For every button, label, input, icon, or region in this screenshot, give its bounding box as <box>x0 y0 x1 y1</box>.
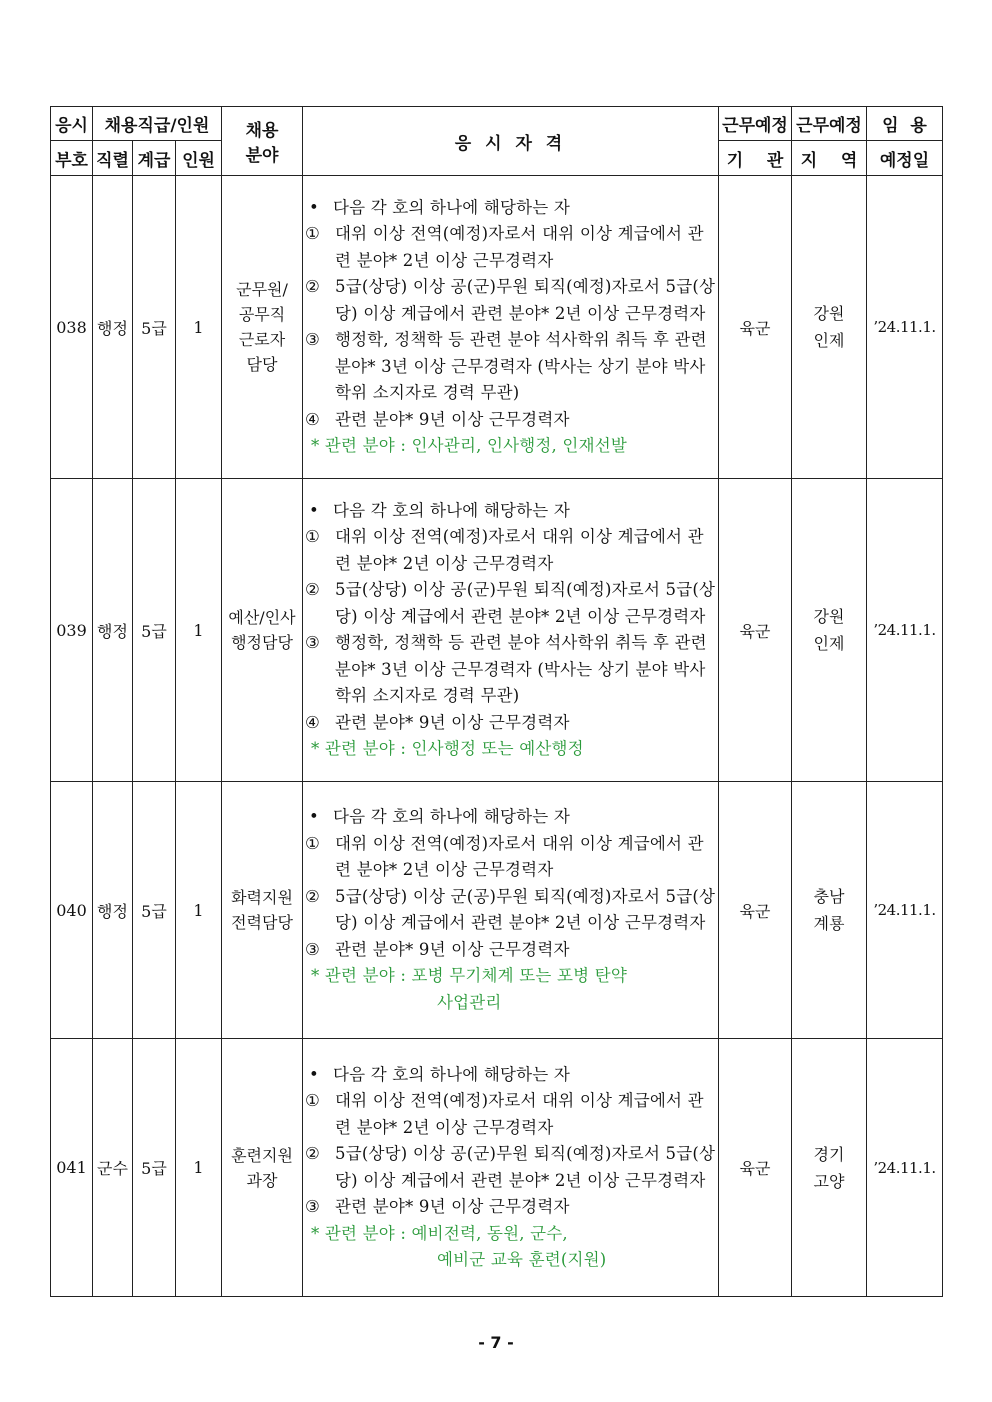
grade: 5급 <box>133 479 176 782</box>
applicant-no: 039 <box>51 479 93 782</box>
qualification-item <box>303 274 718 327</box>
work-region-line: 인제 <box>813 331 845 350</box>
header-date-bottom: 예정일 <box>867 141 943 176</box>
header-field-top: 채용 <box>245 121 279 141</box>
header-date-top: 임 용 <box>867 107 943 141</box>
qualification-intro <box>303 195 718 222</box>
header-org-top: 근무예정 <box>719 107 792 141</box>
bullet-icon: • <box>309 197 319 217</box>
count: 1 <box>176 176 222 479</box>
qualification-item-number: ① <box>305 1091 320 1110</box>
qualification-item-number: ③ <box>305 633 320 652</box>
work-region-line: 고양 <box>813 1171 845 1191</box>
qualification-item <box>303 937 718 964</box>
recruit-field <box>222 782 303 1039</box>
qualification-item <box>303 327 718 407</box>
qualification-item-text: 대위 이상 전역(예정)자로서 대위 이상 계급에서 관련 분야* 2년 이상 근무경력자 <box>335 1091 704 1137</box>
work-org: 육군 <box>719 479 792 782</box>
qualification-item-number: ③ <box>305 330 320 349</box>
qualification-intro <box>303 498 718 525</box>
qualification-intro-text: 다음 각 호의 하나에 해당하는 자 <box>333 500 571 520</box>
qualification-item-text: 5급(상당) 이상 공(군)무원 퇴직(예정)자로서 5급(상당) 이상 계급에서 관련 분야* 2년 이상 근무경력자 <box>335 277 716 323</box>
count: 1 <box>176 782 222 1039</box>
applicant-no: 038 <box>51 176 93 479</box>
related-field-note-continued: 예비군 교육 훈련(지원) <box>437 1250 607 1269</box>
qualification-item <box>303 1194 718 1221</box>
header-qualification: 응 시 자 격 <box>303 107 719 176</box>
qualification-item-text: 행정학, 정책학 등 관련 분야 석사학위 취득 후 관련 분야* 3년 이상 근무경력자 (박사는 상기 분야 박사 학위 소지자로 경력 무관) <box>335 633 707 705</box>
qualification-item-number: ④ <box>305 712 320 732</box>
bullet-icon: • <box>309 1064 319 1084</box>
series: 군수 <box>93 1039 133 1297</box>
table-row <box>51 1039 943 1297</box>
series: 행정 <box>93 176 133 479</box>
qualification-intro-text: 다음 각 호의 하나에 해당하는 자 <box>333 197 571 217</box>
recruit-field <box>222 479 303 782</box>
related-field-note <box>303 736 718 763</box>
series: 행정 <box>93 782 133 1039</box>
qualification-item <box>303 577 718 630</box>
work-region <box>792 782 867 1039</box>
header-count: 인원 <box>176 141 222 176</box>
recruit-field <box>222 1039 303 1297</box>
table-body <box>51 176 943 1297</box>
qualification-item-number: ① <box>305 224 320 243</box>
recruit-field-line: 예산/인사 <box>228 608 296 627</box>
qualification-item <box>303 1088 718 1141</box>
page-number: - 7 - <box>478 1333 514 1352</box>
qualification-intro-text: 다음 각 호의 하나에 해당하는 자 <box>333 1064 571 1084</box>
recruit-field-line: 공무직 <box>238 305 286 324</box>
qualification <box>303 782 719 1039</box>
header-field-bottom: 분야 <box>245 146 279 166</box>
header-rank: 직렬 <box>93 141 133 176</box>
work-region <box>792 176 867 479</box>
recruitment-table <box>50 106 943 1297</box>
related-field-note-text: * 관련 분야 : 예비전력, 동원, 군수, <box>311 1223 568 1243</box>
series: 행정 <box>93 479 133 782</box>
qualification-intro-text: 다음 각 호의 하나에 해당하는 자 <box>333 807 571 826</box>
recruit-field-line: 훈련지원 <box>231 1145 293 1165</box>
work-region <box>792 1039 867 1297</box>
qualification-item-text: 행정학, 정책학 등 관련 분야 석사학위 취득 후 관련 분야* 3년 이상 근무경력자 (박사는 상기 분야 박사 학위 소지자로 경력 무관) <box>335 330 707 402</box>
work-region-line: 인제 <box>813 634 845 653</box>
qualification-item-text: 5급(상당) 이상 공(군)무원 퇴직(예정)자로서 5급(상당) 이상 계급에서 관련 분야* 2년 이상 근무경력자 <box>335 580 716 626</box>
qualification-item-number: ③ <box>305 1197 320 1216</box>
count: 1 <box>176 479 222 782</box>
qualification-item-text: 5급(상당) 이상 군(공)무원 퇴직(예정)자로서 5급(상당) 이상 계급에서 관련 분야* 2년 이상 근무경력자 <box>335 886 716 932</box>
header-field <box>222 107 303 176</box>
appointment-date: ’24.11.1. <box>867 479 943 782</box>
related-field-note-text: * 관련 분야 : 인사관리, 인사행정, 인재선발 <box>311 436 627 455</box>
grade: 5급 <box>133 1039 176 1297</box>
header-region-bottom: 지 역 <box>792 141 867 176</box>
qualification-item-text: 대위 이상 전역(예정)자로서 대위 이상 계급에서 관련 분야* 2년 이상 근무경력자 <box>335 833 704 879</box>
qualification-item-text: 대위 이상 전역(예정)자로서 대위 이상 계급에서 관련 분야* 2년 이상 근무경력자 <box>335 224 704 270</box>
qualification-item-number: ④ <box>305 409 320 429</box>
work-region-line: 강원 <box>813 607 845 626</box>
header-region-top: 근무예정 <box>792 107 867 141</box>
recruit-field-line: 행정담당 <box>231 633 293 652</box>
header-position-group: 채용직급/인원 <box>93 107 222 141</box>
recruit-field-line: 군무원/ <box>236 280 288 299</box>
recruit-field-line: 담당 <box>246 355 278 374</box>
work-region-line: 계룡 <box>813 914 845 933</box>
qualification-item-text: 관련 분야* 9년 이상 근무경력자 <box>335 409 570 429</box>
applicant-no: 041 <box>51 1039 93 1297</box>
related-field-note <box>303 963 718 1016</box>
table-row <box>51 782 943 1039</box>
qualification-item-text: 대위 이상 전역(예정)자로서 대위 이상 계급에서 관련 분야* 2년 이상 근무경력자 <box>335 527 704 573</box>
grade: 5급 <box>133 176 176 479</box>
work-region <box>792 479 867 782</box>
qualification-item <box>303 831 718 884</box>
recruit-field <box>222 176 303 479</box>
count: 1 <box>176 1039 222 1297</box>
work-region-line: 충남 <box>813 887 845 906</box>
qualification-item-text: 관련 분야* 9년 이상 근무경력자 <box>335 1197 570 1216</box>
bullet-icon: • <box>309 807 319 826</box>
appointment-date: ’24.11.1. <box>867 782 943 1039</box>
qualification-item <box>303 221 718 274</box>
related-field-note <box>303 1221 718 1274</box>
work-org: 육군 <box>719 1039 792 1297</box>
qualification-intro <box>303 1062 718 1089</box>
work-region-line: 강원 <box>813 304 845 323</box>
related-field-note-text: * 관련 분야 : 포병 무기체계 또는 포병 탄약 <box>311 966 627 985</box>
qualification-item-number: ② <box>305 886 320 906</box>
applicant-no: 040 <box>51 782 93 1039</box>
qualification-item-text: 5급(상당) 이상 공(군)무원 퇴직(예정)자로서 5급(상당) 이상 계급에서 관련 분야* 2년 이상 근무경력자 <box>335 1144 716 1190</box>
qualification-item <box>303 1141 718 1194</box>
grade: 5급 <box>133 782 176 1039</box>
recruit-field-line: 과장 <box>246 1170 278 1190</box>
qualification-item-number: ② <box>305 277 320 296</box>
qualification-item-number: ② <box>305 1144 320 1163</box>
table-row <box>51 176 943 479</box>
appointment-date: ’24.11.1. <box>867 176 943 479</box>
qualification <box>303 479 719 782</box>
header-org-bottom: 기 관 <box>719 141 792 176</box>
table-row <box>51 479 943 782</box>
qualification-item-text: 관련 분야* 9년 이상 근무경력자 <box>335 712 570 732</box>
bullet-icon: • <box>309 500 319 520</box>
qualification-item-number: ① <box>305 833 320 853</box>
qualification-item-number: ③ <box>305 939 320 959</box>
qualification-item <box>303 407 718 434</box>
work-region-line: 경기 <box>813 1144 845 1164</box>
related-field-note <box>303 433 718 460</box>
header-applicant-no-bottom: 부호 <box>51 141 93 176</box>
qualification-item <box>303 524 718 577</box>
header-grade: 계급 <box>133 141 176 176</box>
related-field-note-continued: 사업관리 <box>437 992 502 1012</box>
qualification-item-number: ① <box>305 527 320 546</box>
recruit-field-line: 화력지원 <box>231 888 293 907</box>
work-org: 육군 <box>719 782 792 1039</box>
recruit-field-line: 근로자 <box>238 330 286 349</box>
qualification-item-text: 관련 분야* 9년 이상 근무경력자 <box>335 939 570 959</box>
appointment-date: ’24.11.1. <box>867 1039 943 1297</box>
related-field-note-text: * 관련 분야 : 인사행정 또는 예산행정 <box>311 739 584 758</box>
qualification-item <box>303 710 718 737</box>
recruit-field-line: 전력담당 <box>231 913 293 932</box>
header-applicant-no-top: 응시 <box>51 107 93 141</box>
qualification-item-number: ② <box>305 580 320 599</box>
qualification <box>303 176 719 479</box>
qualification-intro <box>303 804 718 831</box>
qualification-item <box>303 630 718 710</box>
qualification-item <box>303 884 718 937</box>
qualification <box>303 1039 719 1297</box>
work-org: 육군 <box>719 176 792 479</box>
